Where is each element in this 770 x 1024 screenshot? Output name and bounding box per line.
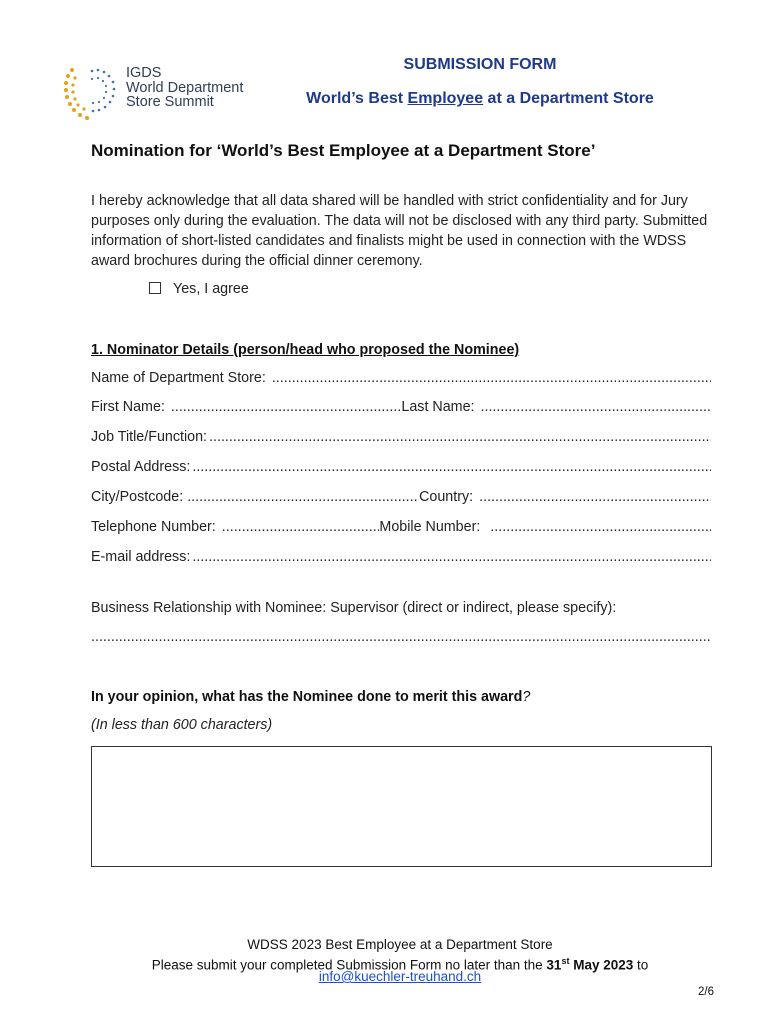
agree-checkbox[interactable] (149, 282, 161, 294)
job-title-line[interactable] (209, 429, 711, 445)
logo-line-2: World Department (126, 79, 244, 96)
subtitle-post: at a Department Store (483, 90, 654, 107)
footer-pre: Please submit your completed Submission Form no later than the (151, 957, 547, 973)
email-line[interactable] (192, 549, 711, 565)
consent-text: I hereby acknowledge that all data shared will be handled with strict confidentiality and for Jury purposes only during the evaluation. The data will not be disclosed with any third party. Submitted information of short-listed candidates and finalists might be used in connection with the WDSS award brochures during the official dinner ceremony. (91, 193, 708, 269)
consent-checkbox-row[interactable] (149, 281, 249, 297)
logo-text (126, 66, 243, 110)
form-title: SUBMISSION FORM (403, 56, 557, 73)
email-field[interactable] (91, 549, 711, 565)
telephone-label: Telephone Number: (91, 519, 216, 535)
postal-address-label: Postal Address: (91, 459, 191, 475)
relationship-field (91, 600, 711, 616)
email-link[interactable]: info@kuechler-treuhand.ch (318, 969, 482, 984)
country-label: Country: (419, 489, 474, 505)
subtitle-underlined: Employee (407, 90, 484, 107)
postal-address-line[interactable] (192, 459, 711, 475)
logo-line-1: IGDS (126, 65, 162, 81)
footer-line-3 (100, 969, 700, 985)
city-label: City/Postcode: (91, 489, 184, 505)
name-fields-row (91, 399, 711, 415)
telephone-line[interactable] (222, 519, 380, 535)
character-limit-hint: (In less than 600 characters) (91, 717, 273, 733)
mobile-line[interactable] (490, 519, 711, 535)
relationship-line-row[interactable] (91, 629, 711, 645)
page-heading: Nomination for ‘World’s Best Employee at a Department Store’ (91, 141, 596, 160)
section-title: 1. Nominator Details (person/head who proposed the Nominee) (91, 342, 520, 358)
deadline-day: 31 (546, 957, 562, 973)
merit-question-text: In your opinion, what has the Nominee done to merit this award (91, 689, 523, 705)
store-name-field[interactable] (91, 370, 711, 386)
footer-line-1: WDSS 2023 Best Employee at a Department Store (247, 937, 553, 952)
deadline-month: May 2023 (569, 957, 634, 973)
agree-label: Yes, I agree (173, 281, 249, 297)
logo-line-3: Store Summit (126, 94, 214, 110)
postal-address-field[interactable] (91, 459, 711, 475)
last-name-label: Last Name: (401, 399, 475, 415)
city-country-row (91, 489, 711, 505)
email-label: E-mail address: (91, 549, 191, 565)
city-line[interactable] (187, 489, 419, 505)
last-name-line[interactable] (481, 399, 712, 415)
first-name-label: First Name: (91, 399, 165, 415)
first-name-line[interactable] (171, 399, 402, 415)
relationship-line[interactable] (91, 629, 711, 645)
merit-question (91, 689, 530, 705)
page-number: 2/6 (698, 986, 714, 998)
deadline-sup: st (561, 956, 570, 966)
store-name-line[interactable] (272, 370, 711, 386)
store-name-label: Name of Department Store: (91, 370, 266, 386)
job-title-label: Job Title/Function: (91, 429, 208, 445)
footer-post: to (633, 957, 649, 973)
phone-row (91, 519, 711, 535)
country-line[interactable] (479, 489, 711, 505)
job-title-field[interactable] (91, 429, 711, 445)
merit-question-mark: ? (522, 689, 531, 705)
merit-answer-box[interactable] (91, 746, 712, 867)
form-subtitle (260, 90, 700, 108)
mobile-label: Mobile Number: (379, 519, 481, 535)
relationship-label: Business Relationship with Nominee: Supervisor (direct or indirect, please specify): (91, 600, 617, 616)
subtitle-pre: World’s Best (306, 90, 408, 107)
